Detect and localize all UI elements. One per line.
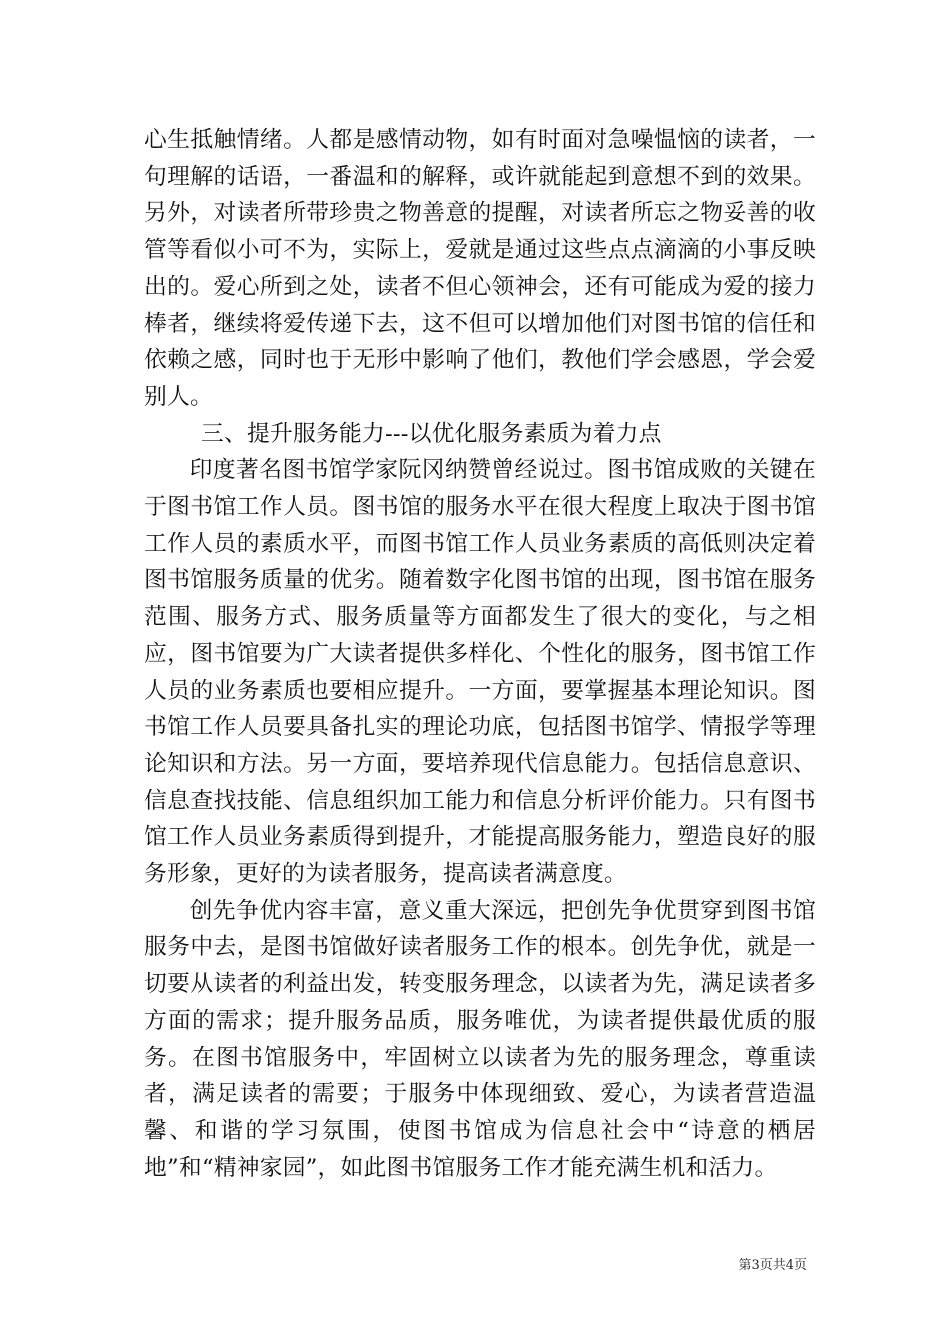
- section-heading: 三、提升服务能力---以优化服务素质为着力点: [201, 420, 662, 447]
- paragraph-service-ability: 印度著名图书馆学家阮冈纳赞曾经说过。图书馆成败的关键在于图书馆工作人员。图书馆的服务水平在很大程度上取决于图书馆工作人员的素质水平，而图书馆工作人员业务素质的高低则决定着图书馆服务质量的优劣。随着数字化图书馆的出现，图书馆在服务范围、服务方式、服务质量等方面都发生了很大的变化，与之相应，图书馆要为广大读者提供多样化、个性化的服务，图书馆工作人员的业务素质也要相应提升。一方面，要掌握基本理论知识。图书馆工作人员要具备扎实的理论功底，包括图书馆学、情报学等理论知识和方法。另一方面，要培养现代信息能力。包括信息意识、信息查找技能、信息组织加工能力和信息分析评价能力。只有图书馆工作人员业务素质得到提升，才能提高服务能力，塑造良好的服务形象，更好的为读者服务，提高读者满意度。: [144, 457, 816, 888]
- document-body: [144, 122, 816, 1186]
- paragraph-continuation: 心生抵触情绪。人都是感情动物，如有时面对急噪愠恼的读者，一句理解的话语，一番温和的解释，或许就能起到意想不到的效果。另外，对读者所带珍贵之物善意的提醒，对读者所忘之物妥善的收管等看似小可不为，实际上，爱就是通过这些点点滴滴的小事反映出的。爱心所到之处，读者不但心领神会，还有可能成为爱的接力棒者，继续将爱传递下去，这不但可以增加他们对图书馆的信任和依赖之感，同时也于无形中影响了他们，教他们学会感恩，学会爱别人。: [144, 127, 816, 410]
- paragraph-excellence: 创先争优内容丰富，意义重大深远，把创先争优贯穿到图书馆服务中去，是图书馆做好读者服务工作的根本。创先争优，就是一切要从读者的利益出发，转变服务理念，以读者为先，满足读者多方面的需求；提升服务品质，服务唯优，为读者提供最优质的服务。在图书馆服务中，牢固树立以读者为先的服务理念，尊重读者，满足读者的需要；于服务中体现细致、爱心，为读者营造温馨、和谐的学习氛围，使图书馆成为信息社会中“诗意的栖居地”和“精神家园”，如此图书馆服务工作才能充满生机和活力。: [144, 897, 816, 1181]
- page-number-footer: 第3页共4页: [738, 1258, 807, 1273]
